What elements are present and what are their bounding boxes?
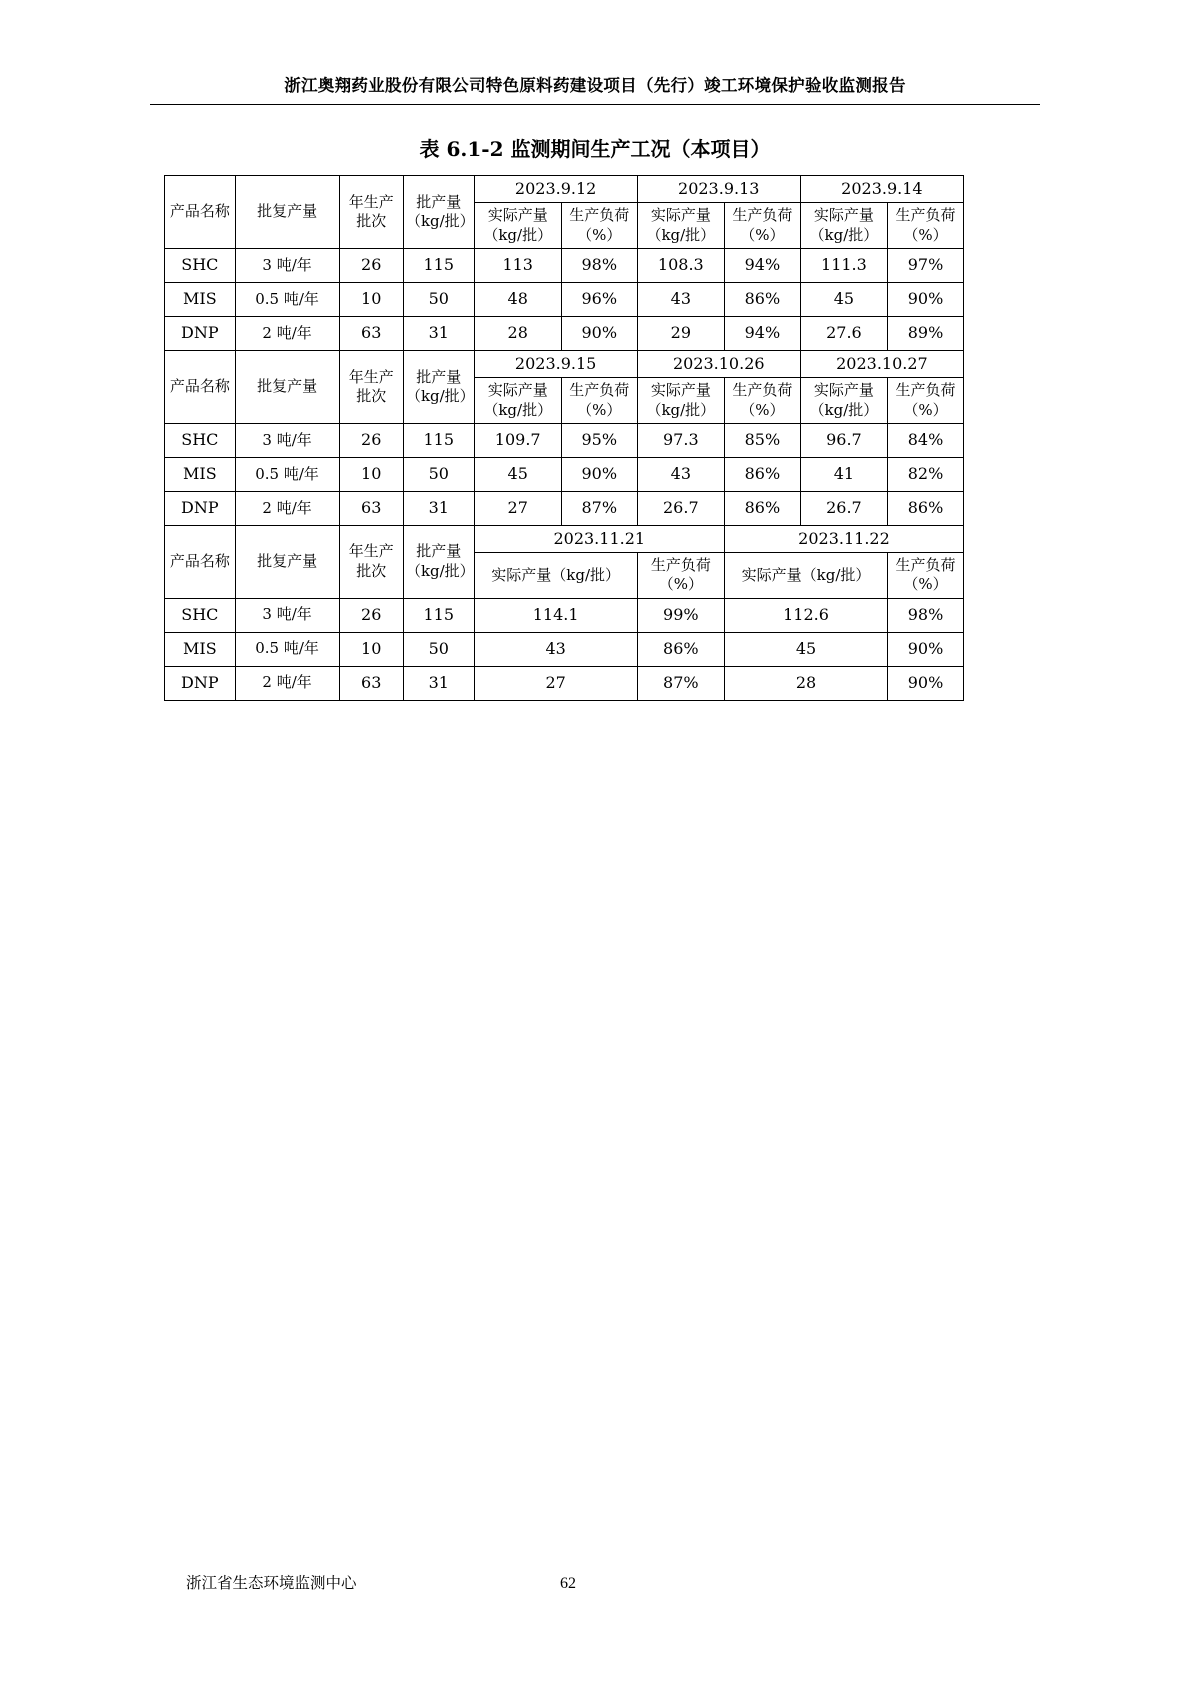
- header-date: 2023.11.22: [724, 525, 963, 552]
- header-actual-output: 实际产量（kg/批）: [474, 553, 637, 598]
- cell-actual-output: 43: [637, 282, 724, 316]
- cell-product-name: SHC: [165, 598, 236, 632]
- table-caption: 表 6.1-2 监测期间生产工况（本项目）: [419, 137, 771, 161]
- cell-approved-output: 0.5 吨/年: [235, 457, 339, 491]
- cell-annual-batches: 10: [339, 632, 403, 666]
- cell-product-name: MIS: [165, 457, 236, 491]
- header-approved-output: 批复产量: [235, 525, 339, 598]
- cell-batch-output: 115: [403, 598, 474, 632]
- cell-batch-output: 50: [403, 632, 474, 666]
- header-product-name: 产品名称: [165, 525, 236, 598]
- cell-actual-output: 29: [637, 316, 724, 350]
- cell-actual-output: 27.6: [800, 316, 887, 350]
- header-date: 2023.10.27: [800, 350, 963, 377]
- cell-actual-output: 27: [474, 666, 637, 700]
- cell-product-name: SHC: [165, 248, 236, 282]
- cell-approved-output: 2 吨/年: [235, 666, 339, 700]
- cell-actual-output: 45: [800, 282, 887, 316]
- cell-annual-batches: 10: [339, 282, 403, 316]
- cell-approved-output: 3 吨/年: [235, 598, 339, 632]
- cell-actual-output: 45: [474, 457, 561, 491]
- header-product-name: 产品名称: [165, 350, 236, 423]
- cell-annual-batches: 26: [339, 598, 403, 632]
- cell-load: 87%: [637, 666, 724, 700]
- table-row: [165, 316, 964, 350]
- cell-load: 87%: [561, 491, 637, 525]
- header-load: 生产负荷（%）: [637, 553, 724, 598]
- cell-annual-batches: 63: [339, 316, 403, 350]
- header-date: 2023.9.15: [474, 350, 637, 377]
- cell-product-name: MIS: [165, 632, 236, 666]
- cell-load: 90%: [888, 632, 964, 666]
- cell-load: 99%: [637, 598, 724, 632]
- header-date: 2023.11.21: [474, 525, 724, 552]
- header-load: 生产负荷（%）: [724, 378, 800, 423]
- cell-product-name: DNP: [165, 491, 236, 525]
- table-row: [165, 423, 964, 457]
- cell-batch-output: 31: [403, 666, 474, 700]
- cell-product-name: DNP: [165, 666, 236, 700]
- cell-product-name: SHC: [165, 423, 236, 457]
- cell-load: 94%: [724, 248, 800, 282]
- cell-actual-output: 112.6: [724, 598, 887, 632]
- cell-approved-output: 3 吨/年: [235, 248, 339, 282]
- header-approved-output: 批复产量: [235, 350, 339, 423]
- cell-actual-output: 109.7: [474, 423, 561, 457]
- cell-load: 86%: [888, 491, 964, 525]
- header-actual-output: 实际产量（kg/批）: [800, 203, 887, 248]
- cell-load: 97%: [888, 248, 964, 282]
- cell-actual-output: 41: [800, 457, 887, 491]
- cell-actual-output: 28: [474, 316, 561, 350]
- header-annual-batches: 年生产批次: [339, 350, 403, 423]
- cell-product-name: DNP: [165, 316, 236, 350]
- production-status-table: [164, 175, 964, 701]
- cell-batch-output: 115: [403, 423, 474, 457]
- header-actual-output: 实际产量（kg/批）: [637, 203, 724, 248]
- cell-batch-output: 31: [403, 316, 474, 350]
- cell-load: 89%: [888, 316, 964, 350]
- cell-product-name: MIS: [165, 282, 236, 316]
- header-load: 生产负荷（%）: [561, 203, 637, 248]
- cell-load: 90%: [561, 316, 637, 350]
- header-actual-output: 实际产量（kg/批）: [800, 378, 887, 423]
- cell-load: 86%: [637, 632, 724, 666]
- cell-batch-output: 115: [403, 248, 474, 282]
- table-header-row: [165, 176, 964, 203]
- header-load: 生产负荷（%）: [888, 553, 964, 598]
- cell-actual-output: 114.1: [474, 598, 637, 632]
- cell-actual-output: 26.7: [637, 491, 724, 525]
- table-row: [165, 248, 964, 282]
- cell-actual-output: 26.7: [800, 491, 887, 525]
- header-load: 生产负荷（%）: [561, 378, 637, 423]
- footer-organization: 浙江省生态环境监测中心: [186, 1574, 357, 1592]
- cell-approved-output: 3 吨/年: [235, 423, 339, 457]
- cell-batch-output: 31: [403, 491, 474, 525]
- header-batch-output: 批产量（kg/批）: [403, 525, 474, 598]
- cell-actual-output: 43: [474, 632, 637, 666]
- footer-page-number: 62: [560, 1575, 576, 1592]
- table-row: [165, 666, 964, 700]
- header-batch-output: 批产量（kg/批）: [403, 350, 474, 423]
- cell-actual-output: 45: [724, 632, 887, 666]
- cell-load: 86%: [724, 282, 800, 316]
- header-actual-output: 实际产量（kg/批）: [474, 378, 561, 423]
- table-row: [165, 282, 964, 316]
- cell-approved-output: 2 吨/年: [235, 491, 339, 525]
- cell-load: 95%: [561, 423, 637, 457]
- cell-batch-output: 50: [403, 457, 474, 491]
- cell-batch-output: 50: [403, 282, 474, 316]
- cell-approved-output: 2 吨/年: [235, 316, 339, 350]
- cell-actual-output: 43: [637, 457, 724, 491]
- cell-load: 90%: [888, 666, 964, 700]
- cell-load: 90%: [561, 457, 637, 491]
- cell-approved-output: 0.5 吨/年: [235, 632, 339, 666]
- cell-approved-output: 0.5 吨/年: [235, 282, 339, 316]
- header-batch-output: 批产量（kg/批）: [403, 176, 474, 249]
- header-load: 生产负荷（%）: [888, 378, 964, 423]
- table-header-row: [165, 525, 964, 552]
- cell-load: 98%: [888, 598, 964, 632]
- cell-actual-output: 113: [474, 248, 561, 282]
- header-date: 2023.10.26: [637, 350, 800, 377]
- cell-load: 82%: [888, 457, 964, 491]
- header-annual-batches: 年生产批次: [339, 525, 403, 598]
- header-actual-output: 实际产量（kg/批）: [637, 378, 724, 423]
- header-date: 2023.9.13: [637, 176, 800, 203]
- header-date: 2023.9.12: [474, 176, 637, 203]
- cell-annual-batches: 26: [339, 423, 403, 457]
- table-row: [165, 457, 964, 491]
- cell-load: 94%: [724, 316, 800, 350]
- table-row: [165, 632, 964, 666]
- cell-actual-output: 28: [724, 666, 887, 700]
- header-load: 生产负荷（%）: [888, 203, 964, 248]
- cell-annual-batches: 63: [339, 666, 403, 700]
- cell-load: 98%: [561, 248, 637, 282]
- cell-actual-output: 48: [474, 282, 561, 316]
- cell-annual-batches: 26: [339, 248, 403, 282]
- header-load: 生产负荷（%）: [724, 203, 800, 248]
- table-row: [165, 491, 964, 525]
- cell-actual-output: 27: [474, 491, 561, 525]
- header-date: 2023.9.14: [800, 176, 963, 203]
- header-divider: [150, 104, 1040, 105]
- header-approved-output: 批复产量: [235, 176, 339, 249]
- cell-load: 84%: [888, 423, 964, 457]
- header-actual-output: 实际产量（kg/批）: [724, 553, 887, 598]
- cell-load: 90%: [888, 282, 964, 316]
- header-product-name: 产品名称: [165, 176, 236, 249]
- cell-actual-output: 111.3: [800, 248, 887, 282]
- table-header-row: [165, 350, 964, 377]
- header-actual-output: 实际产量（kg/批）: [474, 203, 561, 248]
- cell-load: 86%: [724, 491, 800, 525]
- cell-actual-output: 97.3: [637, 423, 724, 457]
- cell-load: 86%: [724, 457, 800, 491]
- cell-actual-output: 96.7: [800, 423, 887, 457]
- cell-annual-batches: 63: [339, 491, 403, 525]
- cell-annual-batches: 10: [339, 457, 403, 491]
- table-row: [165, 598, 964, 632]
- cell-load: 85%: [724, 423, 800, 457]
- cell-actual-output: 108.3: [637, 248, 724, 282]
- header-annual-batches: 年生产批次: [339, 176, 403, 249]
- cell-load: 96%: [561, 282, 637, 316]
- running-header: 浙江奥翔药业股份有限公司特色原料药建设项目（先行）竣工环境保护验收监测报告: [284, 76, 906, 95]
